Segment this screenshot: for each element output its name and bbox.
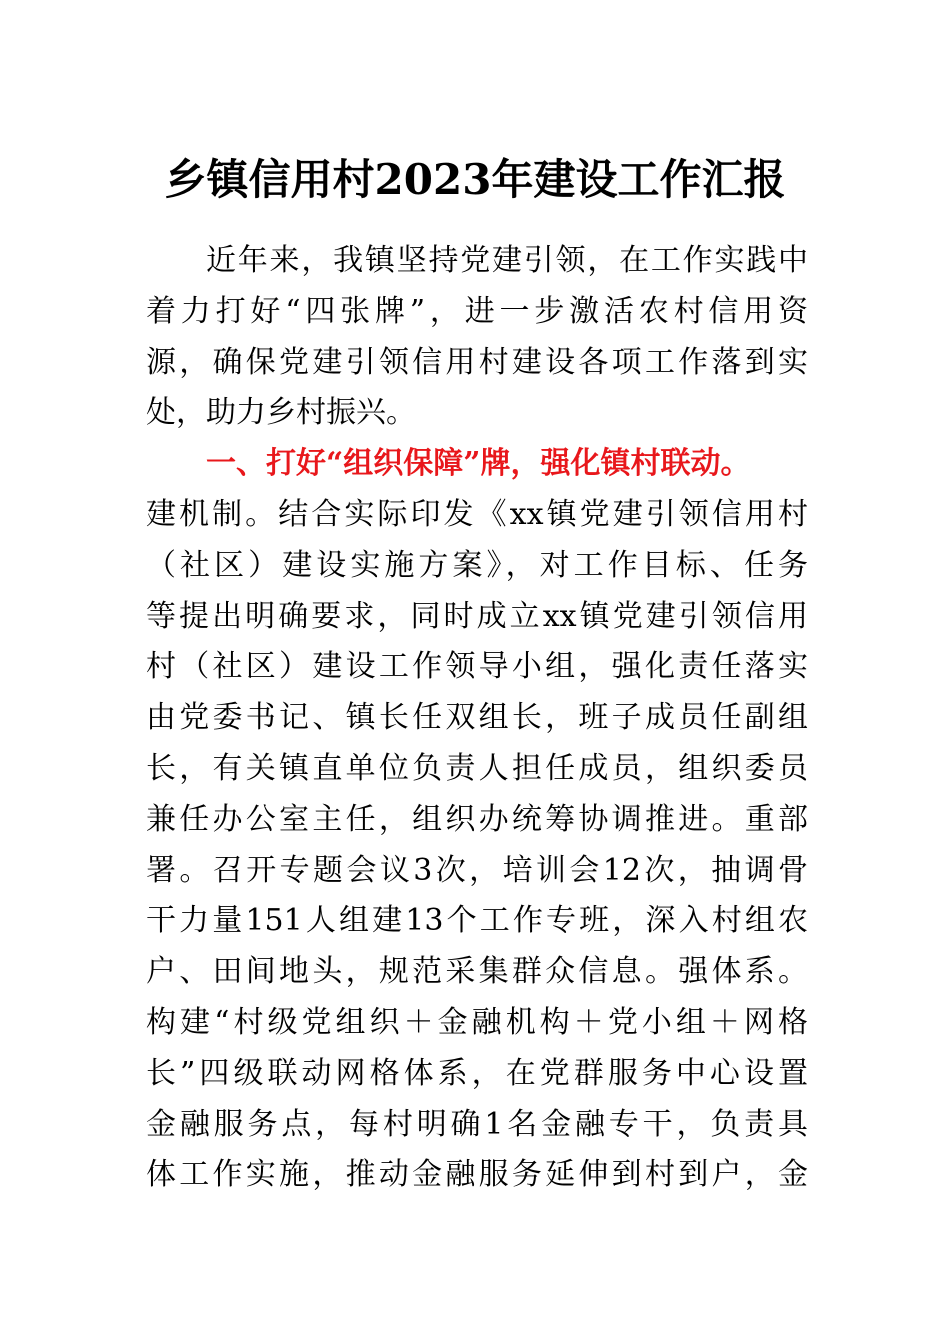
paragraph-line: 署。召开专题会议3次，培训会12次，抽调骨: [146, 852, 808, 888]
paragraph-line: 由党委书记、镇长任双组长，班子成员任副组: [146, 700, 808, 736]
document-title: 乡镇信用村2023年建设工作汇报: [164, 155, 786, 204]
paragraph-line: 金融服务点，每村明确1名金融专干，负责具: [146, 1106, 808, 1142]
paragraph-line: 长，有关镇直单位负责人担任成员，组织委员: [146, 750, 808, 786]
section-heading: 一、打好“组织保障”牌，强化镇村联动。: [206, 446, 751, 482]
paragraph-line: 构建“村级党组织＋金融机构＋党小组＋网格: [146, 1004, 808, 1040]
paragraph-line: 建机制。结合实际印发《xx镇党建引领信用村: [146, 496, 808, 532]
paragraph-line: 近年来，我镇坚持党建引领，在工作实践中: [206, 243, 808, 278]
document-body: [146, 236, 808, 1201]
paragraph-line: 村（社区）建设工作领导小组，强化责任落实: [146, 649, 808, 685]
paragraph-line: 体工作实施，推动金融服务延伸到村到户，金: [146, 1157, 808, 1193]
paragraph-line: 户、田间地头，规范采集群众信息。强体系。: [146, 954, 808, 990]
paragraph-line: 处，助力乡村振兴。: [146, 395, 416, 431]
paragraph-line: 源，确保党建引领信用村建设各项工作落到实: [146, 344, 808, 380]
paragraph-line: 着力打好“四张牌”，进一步激活农村信用资: [146, 293, 808, 329]
paragraph-line: 等提出明确要求，同时成立xx镇党建引领信用: [146, 598, 808, 634]
intro-paragraph: [146, 236, 808, 439]
paragraph-line: 兼任办公室主任，组织办统筹协调推进。重部: [146, 801, 808, 837]
paragraph-line: 长”四级联动网格体系，在党群服务中心设置: [146, 1055, 808, 1091]
paragraph-line: 干力量151人组建13个工作专班，深入村组农: [146, 903, 808, 939]
section-paragraph: [146, 490, 808, 1201]
paragraph-line: （社区）建设实施方案》，对工作目标、任务: [146, 547, 808, 583]
